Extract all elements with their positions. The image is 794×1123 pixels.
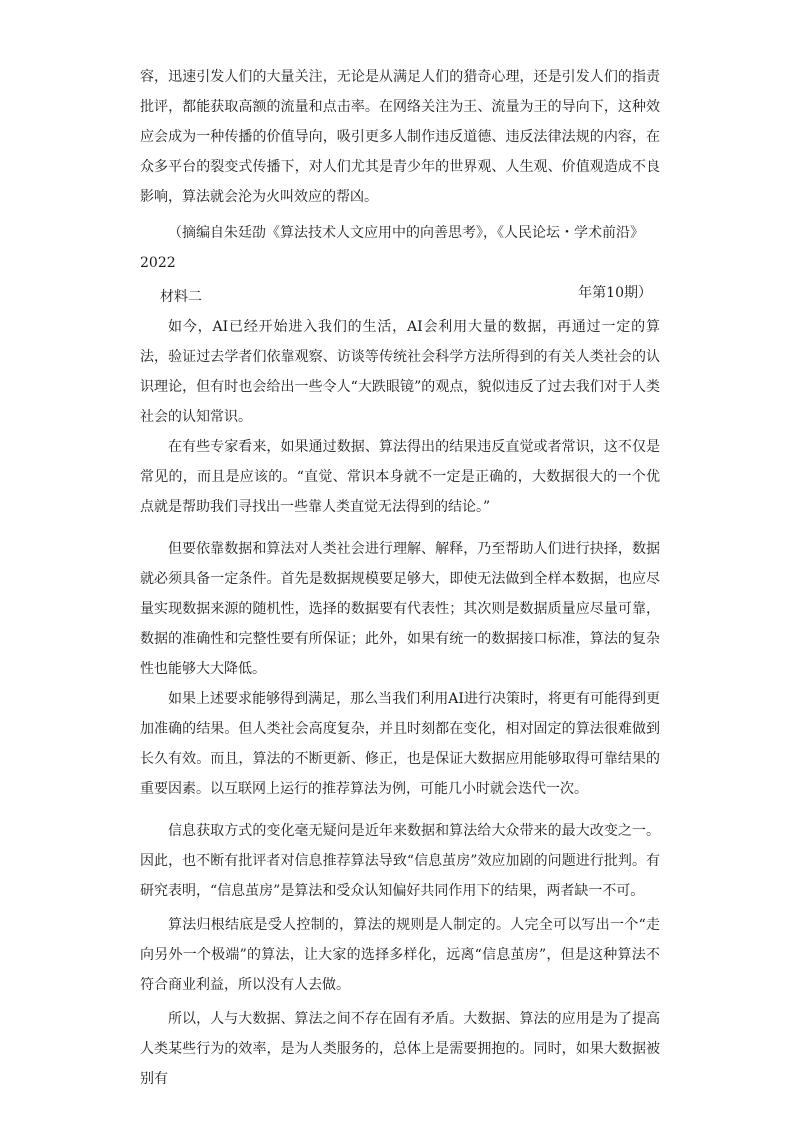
- section-heading: 材料二: [160, 289, 202, 305]
- intro-paragraph: 容，迅速引发人们的大量关注，无论是从满足人们的猎奇心理，还是引发人们的指责批评，都能获取高额的流量和点击率。在网络关注为王、流量为王的导向下，这种效应会成为一种传播的价值导向，吸引更多人制作违反道德、违反法律法规的内容，在众多平台的裂变式传播下，对人们尤其是青少年的世界观、人生观、价值观造成不良影响，算法就会沦为火叫效应的帮凶。: [140, 69, 660, 205]
- paragraph: 算法归根结底是受人控制的，算法的规则是人制定的。人完全可以写出一个“走向另外一个极端”的算法，让大家的选择多样化，远离“信息茧房”，但是这种算法不符合商业利益，所以没有人去做。: [140, 917, 660, 993]
- paragraph: 但要依靠数据和算法对人类社会进行理解、解释，乃至帮助人们进行抉择，数据就必须具备一定条件。首先是数据规模要足够大，即使无法做到全样本数据，也应尽量实现数据来源的随机性，选择的数据要有代表性；其次则是数据质量应尽量可靠，数据的准确性和完整性要有所保证；此外，如果有统一的数据接口标准，算法的复杂性也能够大大降低。: [140, 541, 660, 677]
- source-citation-line1: （摘编自朱廷劭《算法技术人文应用中的向善思考》，《人民论坛・学术前沿》2022: [140, 225, 644, 271]
- source-citation: [140, 218, 660, 308]
- paragraph: 信息获取方式的变化毫无疑问是近年来数据和算法给大众带来的最大改变之一。因此，也不断有批评者对信息推荐算法导致“信息茧房”效应加剧的问题进行批判。有研究表明，“信息茧房”是算法和受众认知偏好共同作用下的结果，两者缺一不可。: [140, 823, 660, 899]
- paragraph: 在有些专家看来，如果通过数据、算法得出的结果违反直觉或者常识，这不仅是常见的，而且是应该的。“直觉、常识本身就不一定是正确的，大数据很大的一个优点就是帮助我们寻找出一些靠人类直觉无法得到的结论。”: [140, 439, 660, 515]
- source-citation-line2: 年第10期）: [578, 285, 652, 301]
- paragraph: 如果上述要求能够得到满足，那么当我们利用AI进行决策时，将更有可能得到更加准确的结果。但人类社会高度复杂，并且时刻都在变化，相对固定的算法很难做到长久有效。而且，算法的不断更新、修正，也是保证大数据应用能够取得可靠结果的重要因素。以互联网上运行的推荐算法为例，可能几小时就会迭代一次。: [140, 691, 660, 797]
- paragraph: 所以，人与大数据、算法之间不存在固有矛盾。大数据、算法的应用是为了提高人类某些行为的效率，是为人类服务的，总体上是需要拥抱的。同时，如果大数据被别有: [140, 1011, 660, 1087]
- paragraph: 如今，AI已经开始进入我们的生活，AI会利用大量的数据，再通过一定的算法，验证过去学者们依靠观察、访谈等传统社会科学方法所得到的有关人类社会的认识理论，但有时也会给出一些令人“大跌眼镜”的观点，貌似违反了过去我们对于人类社会的认知常识。: [140, 319, 660, 425]
